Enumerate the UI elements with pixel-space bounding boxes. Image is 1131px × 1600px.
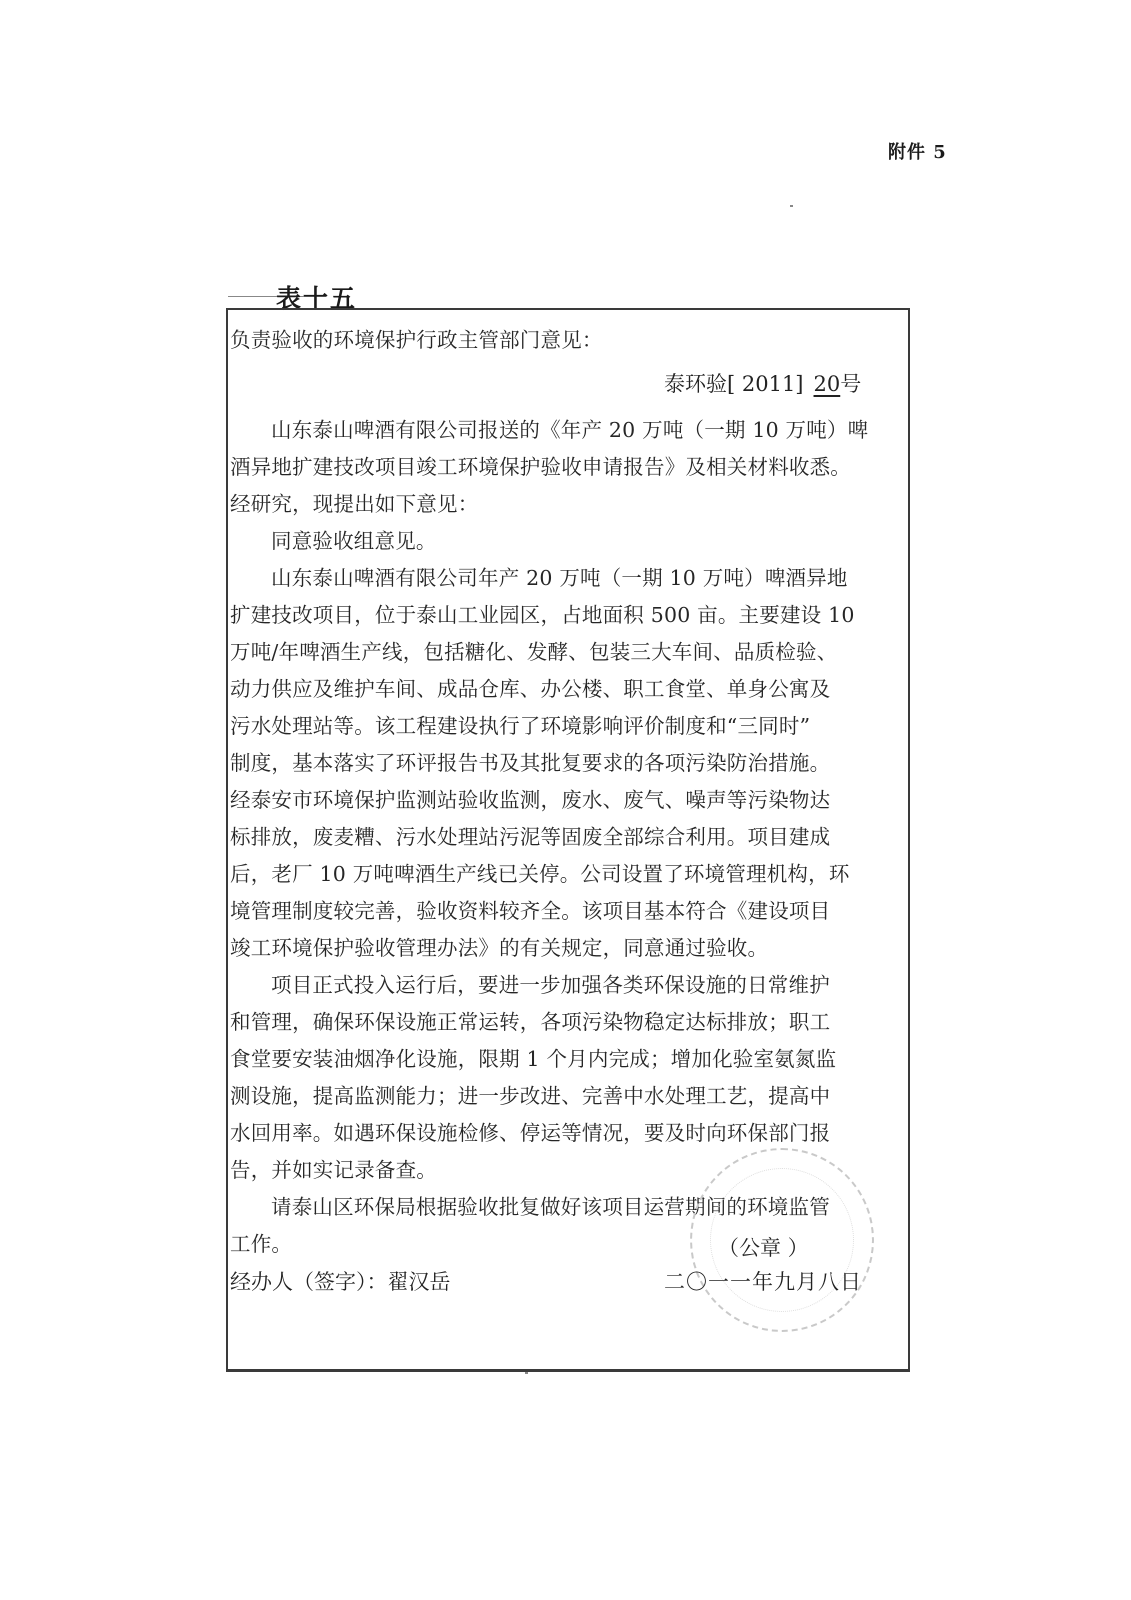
date: 二〇一一年九月八日	[664, 1270, 862, 1294]
scan-speck	[525, 1372, 528, 1374]
doc-number-value: 20	[813, 372, 841, 396]
body-line: 同意验收组意见。	[271, 529, 437, 553]
body-line: 酒异地扩建技改项目竣工环境保护验收申请报告》及相关材料收悉。	[230, 455, 851, 479]
scan-speck	[790, 205, 793, 207]
body-line: 污水处理站等。该工程建设执行了环境影响评价制度和“三同时”	[230, 714, 811, 738]
body-line: 扩建技改项目，位于泰山工业园区，占地面积 500 亩。主要建设 10	[230, 603, 855, 627]
attachment-label: 附件 5	[888, 142, 947, 163]
heading: 负责验收的环境保护行政主管部门意见：	[230, 328, 603, 352]
body-line: 和管理，确保环保设施正常运转，各项污染物稳定达标排放；职工	[230, 1010, 831, 1034]
body-line: 水回用率。如遇环保设施检修、停运等情况，要及时向环保部门报	[230, 1121, 831, 1145]
body-line: 经泰安市环境保护监测站验收监测，废水、废气、噪声等污染物达	[230, 788, 831, 812]
doc-number-suffix: 号	[840, 372, 862, 396]
body-line: 万吨/年啤酒生产线，包括糖化、发酵、包装三大车间、品质检验、	[230, 640, 838, 664]
body-line: 动力供应及维护车间、成品仓库、办公楼、职工食堂、单身公寓及	[230, 677, 831, 701]
doc-number-prefix: 泰环验[ 2011]	[664, 372, 804, 396]
body-line: 竣工环境保护验收管理办法》的有关规定，同意通过验收。	[230, 936, 769, 960]
signer: 经办人（签字）：翟汉岳	[230, 1270, 451, 1294]
body-line: 项目正式投入运行后，要进一步加强各类环保设施的日常维护	[271, 973, 830, 997]
doc-number	[664, 368, 861, 398]
body-line: 标排放，废麦糟、污水处理站污泥等固废全部综合利用。项目建成	[230, 825, 831, 849]
body-line: 食堂要安装油烟净化设施，限期 1 个月内完成；增加化验室氨氮监	[230, 1047, 837, 1071]
body-line: 山东泰山啤酒有限公司年产 20 万吨（一期 10 万吨）啤酒异地	[271, 566, 848, 590]
body-line: 后，老厂 10 万吨啤酒生产线已关停。公司设置了环境管理机构，环	[230, 862, 850, 886]
body-line: 制度，基本落实了环评报告书及其批复要求的各项污染防治措施。	[230, 751, 831, 775]
table-label: 表十五	[276, 284, 358, 313]
seal-label: （公章 ）	[718, 1236, 809, 1260]
body-line: 测设施，提高监测能力；进一步改进、完善中水处理工艺，提高中	[230, 1084, 831, 1108]
body-line: 经研究，现提出如下意见：	[230, 492, 479, 516]
body-line: 工作。	[230, 1232, 293, 1256]
body-line: 请泰山区环保局根据验收批复做好该项目运营期间的环境监管	[271, 1195, 830, 1219]
body-line: 山东泰山啤酒有限公司报送的《年产 20 万吨（一期 10 万吨）啤	[271, 418, 869, 442]
body-line: 境管理制度较完善，验收资料较齐全。该项目基本符合《建设项目	[230, 899, 831, 923]
body-line: 告，并如实记录备查。	[230, 1158, 437, 1182]
